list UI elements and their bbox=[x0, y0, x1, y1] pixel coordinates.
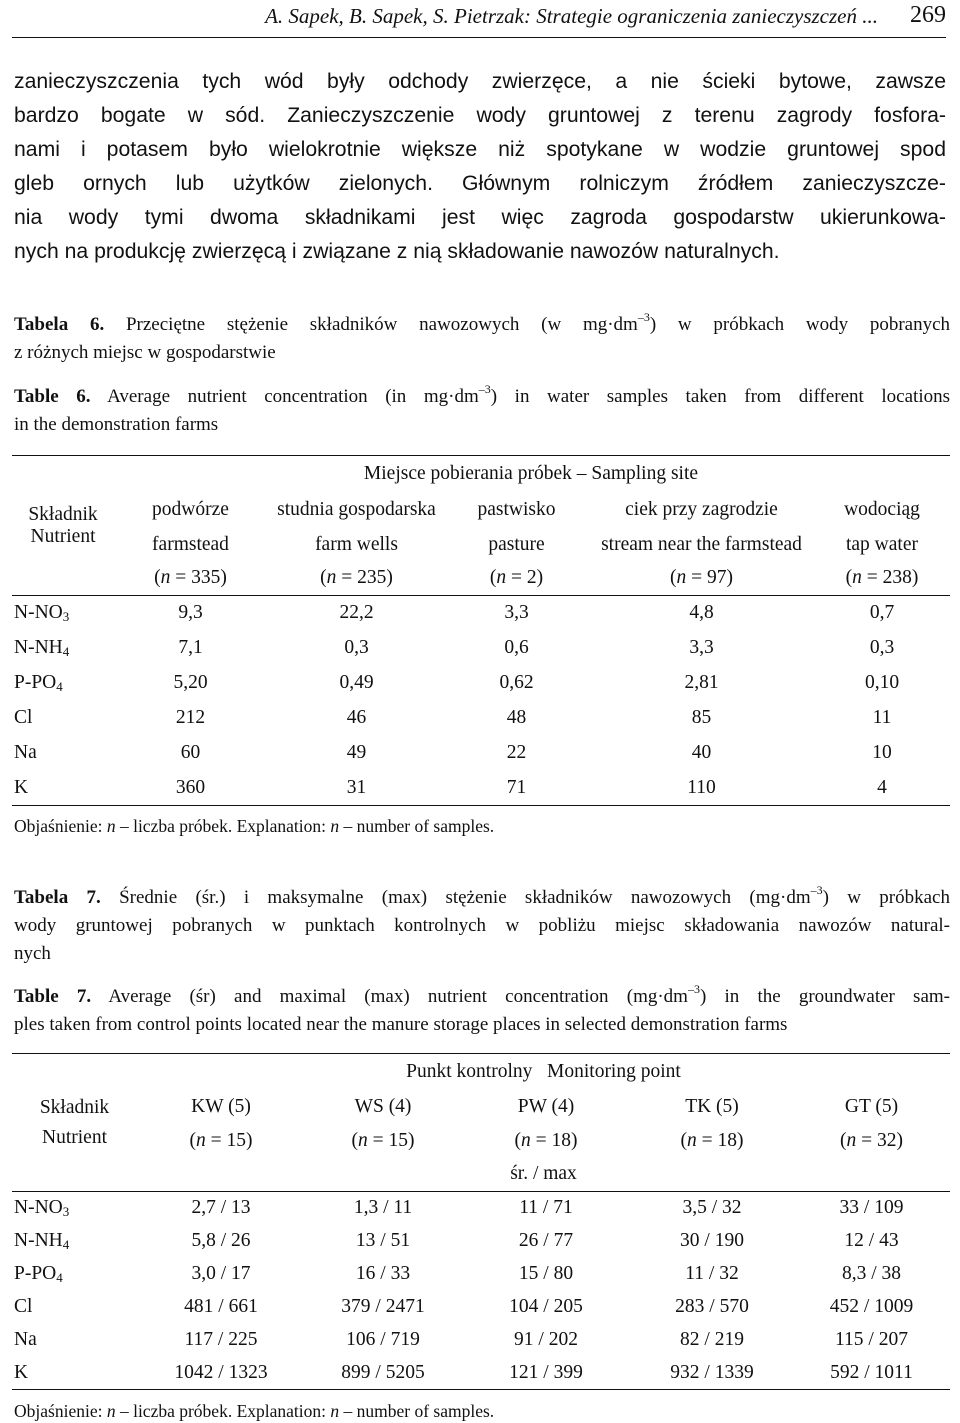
table-cell: 283 / 570 bbox=[675, 1296, 749, 1317]
table-row bbox=[12, 666, 950, 701]
paragraph-line: zanieczyszczenia tych wód były odchody zwierzęce, a nie ścieki bytowe, zawsze bbox=[14, 70, 946, 93]
table-cell: 117 / 225 bbox=[184, 1329, 258, 1350]
caption-sup: –3 bbox=[478, 382, 491, 396]
table-cell: 12 / 43 bbox=[844, 1230, 899, 1251]
table-header-row bbox=[12, 529, 950, 562]
nutrient-name: K bbox=[14, 776, 29, 798]
table-cell: 22 bbox=[506, 742, 527, 763]
table-cell: 932 / 1339 bbox=[631, 1357, 793, 1390]
col-header-code: GT (5) bbox=[844, 1095, 899, 1117]
table6-caption-en bbox=[14, 383, 950, 439]
col-header-pl: pastwisko bbox=[477, 499, 556, 520]
table-cell: 26 / 77 bbox=[518, 1230, 574, 1251]
row-label bbox=[12, 1258, 137, 1291]
table-cell: 40 bbox=[691, 742, 712, 763]
nutrient-subscript: 4 bbox=[56, 1270, 63, 1285]
row-label bbox=[12, 1291, 137, 1324]
caption-text: Przeciętne stężenie składników nawozowych (w mg·dm bbox=[125, 314, 638, 335]
header-rule bbox=[12, 37, 946, 38]
nutrient-name: Na bbox=[14, 1329, 37, 1350]
table-cell: 15 / 80 bbox=[518, 1263, 574, 1284]
table-cell: 46 bbox=[346, 707, 367, 728]
running-title: A. Sapek, B. Sapek, S. Pietrzak: Strategie ograniczenia zanieczyszczeń ... bbox=[265, 4, 878, 28]
table-cell: 379 / 2471 bbox=[341, 1296, 425, 1317]
table-header-row bbox=[12, 1090, 950, 1124]
table7-caption-pl bbox=[14, 884, 950, 968]
nutrient-subscript: 4 bbox=[62, 1237, 70, 1252]
col-header-n: (n = 15) bbox=[351, 1129, 415, 1151]
table-cell: 30 / 190 bbox=[680, 1230, 744, 1251]
table-cell: 3,3 bbox=[504, 602, 529, 624]
nutrient-subscript: 3 bbox=[62, 1204, 70, 1220]
body-paragraph bbox=[14, 65, 946, 269]
row-label bbox=[12, 736, 112, 771]
col-header-n: (n = 235) bbox=[269, 562, 444, 596]
table-header-row bbox=[12, 492, 950, 529]
caption-text: ) w próbkach wody pobranych bbox=[649, 314, 951, 335]
col-header-en: pasture bbox=[488, 534, 545, 555]
table-cell: 0,7 bbox=[869, 602, 895, 624]
table-cell: 4,8 bbox=[689, 602, 714, 624]
table-cell: 0,3 bbox=[344, 637, 369, 658]
row-label bbox=[12, 666, 112, 701]
table-cell: 49 bbox=[346, 742, 367, 763]
table-cell: 0,10 bbox=[864, 672, 900, 693]
table-cell: 0,49 bbox=[339, 672, 374, 693]
caption-text: ) in the groundwater sam- bbox=[699, 986, 950, 1007]
nutrient-name: K bbox=[14, 1361, 29, 1383]
table-cell: 592 / 1011 bbox=[793, 1357, 950, 1390]
table-cell: 0,3 bbox=[869, 637, 895, 658]
nutrient-name: Cl bbox=[14, 1296, 33, 1317]
table-cell: 106 / 719 bbox=[346, 1329, 420, 1350]
table-header-row bbox=[12, 1054, 950, 1090]
nutrient-name: N-NO bbox=[14, 1197, 63, 1219]
table-cell: 11 / 71 bbox=[519, 1197, 573, 1219]
table-cell: 481 / 661 bbox=[184, 1296, 258, 1317]
table-row bbox=[12, 1192, 950, 1225]
col-header-pl: ciek przy zagrodzie bbox=[625, 499, 778, 520]
table-cell: 899 / 5205 bbox=[305, 1357, 461, 1390]
table-cell: 5,8 / 26 bbox=[191, 1230, 251, 1251]
row-label bbox=[12, 596, 112, 631]
nutrient-subscript: 4 bbox=[56, 679, 63, 694]
caption-text: ) in water samples taken from different locations bbox=[490, 386, 951, 407]
table-row bbox=[12, 1357, 950, 1390]
table-row bbox=[12, 1291, 950, 1324]
col-header-en: farm wells bbox=[315, 534, 398, 555]
table6-label-pl: Tabela 6. bbox=[14, 314, 105, 335]
table-cell: 9,3 bbox=[178, 602, 203, 624]
col-header-pl: podwórze bbox=[152, 499, 229, 520]
table-cell: 1,3 / 11 bbox=[353, 1197, 413, 1219]
nutrient-name: Na bbox=[14, 742, 37, 763]
nutrient-subscript: 4 bbox=[62, 644, 70, 659]
table-cell: 22,2 bbox=[339, 602, 374, 624]
col-header-n: (n = 32) bbox=[840, 1129, 903, 1151]
table-cell: 360 bbox=[112, 771, 269, 806]
table-cell: 33 / 109 bbox=[839, 1197, 904, 1219]
row-header-pl: Składnik bbox=[28, 503, 98, 525]
paragraph-line: nami i potasem było wielokrotnie większe niż spotykane w wodzie gruntowej spod bbox=[14, 138, 946, 161]
table-cell: 11 bbox=[872, 707, 892, 728]
row-label bbox=[12, 701, 112, 736]
table-row bbox=[12, 1324, 950, 1357]
table-cell: 5,20 bbox=[173, 672, 208, 693]
col-header-code: WS (4) bbox=[354, 1095, 412, 1117]
row-header-en: Nutrient bbox=[30, 525, 96, 547]
caption-text: in the demonstration farms bbox=[14, 414, 219, 435]
table7 bbox=[12, 1053, 950, 1390]
table-header-row bbox=[12, 562, 950, 596]
table-cell: 13 / 51 bbox=[355, 1230, 411, 1251]
table-cell: 115 / 207 bbox=[835, 1329, 908, 1350]
row-label bbox=[12, 1324, 137, 1357]
table-cell: 10 bbox=[872, 742, 892, 763]
table-cell: 3,0 / 17 bbox=[191, 1263, 251, 1284]
row-header-pl: Składnik bbox=[39, 1096, 110, 1118]
caption-text: Average nutrient concentration (in mg·dm bbox=[107, 386, 479, 407]
table-row bbox=[12, 771, 950, 806]
table-row bbox=[12, 1225, 950, 1258]
table-row bbox=[12, 631, 950, 666]
caption-text: ples taken from control points located near the manure storage places in selected demonstration farms bbox=[14, 1014, 788, 1035]
page-number: 269 bbox=[910, 2, 946, 28]
col-header-code: TK (5) bbox=[685, 1095, 739, 1117]
table-cell: 3,5 / 32 bbox=[682, 1197, 742, 1219]
col-header-n: (n = 238) bbox=[814, 562, 950, 596]
table-cell: 2,81 bbox=[684, 672, 719, 693]
paragraph-line: gleb ornych lub użytków zielonych. Głównym rolniczym źródłem zanieczyszcze- bbox=[14, 172, 946, 195]
col-header-n: (n = 335) bbox=[112, 562, 269, 596]
group-header: Miejsce pobierania próbek – Sampling site bbox=[112, 456, 950, 492]
paragraph-line: bardzo bogate w sód. Zanieczyszczenie wody gruntowej z terenu zagrody fosfora- bbox=[14, 104, 946, 127]
table6-label-en: Table 6. bbox=[14, 386, 91, 407]
table-cell: 110 bbox=[589, 771, 814, 806]
col-header-code: KW (5) bbox=[191, 1095, 251, 1117]
nutrient-subscript: 3 bbox=[62, 609, 70, 625]
table-row bbox=[12, 736, 950, 771]
table-row bbox=[12, 596, 950, 631]
table-cell: 8,3 / 38 bbox=[841, 1263, 902, 1284]
paragraph-line: nia wody tymi dwoma składnikami jest więc zagroda gospodarstw ukierunkowa- bbox=[14, 206, 946, 229]
table6-note: Objaśnienie: n – liczba próbek. Explanation: n – number of samples. bbox=[14, 816, 495, 836]
caption-text: z różnych miejsc w gospodarstwie bbox=[14, 342, 276, 363]
row-label bbox=[12, 1192, 137, 1225]
row-header-en: Nutrient bbox=[42, 1126, 107, 1148]
caption-text: Average (śr) and maximal (max) nutrient concentration (mg·dm bbox=[108, 986, 688, 1007]
col-header-en: stream near the farmstead bbox=[601, 534, 802, 555]
nutrient-name: N-NO bbox=[14, 602, 63, 624]
table7-note: Objaśnienie: n – liczba próbek. Explanation: n – number of samples. bbox=[14, 1401, 495, 1421]
table-cell: 1042 / 1323 bbox=[137, 1357, 305, 1390]
table-cell: 7,1 bbox=[178, 637, 203, 658]
col-header-n: (n = 18) bbox=[514, 1129, 578, 1151]
table-cell: 0,62 bbox=[499, 672, 534, 693]
table7-label-en: Table 7. bbox=[14, 986, 92, 1007]
table-row bbox=[12, 1258, 950, 1291]
row-header-cell bbox=[12, 1054, 137, 1192]
sub-header: śr. / max bbox=[137, 1158, 950, 1192]
col-header-n: (n = 18) bbox=[680, 1129, 744, 1151]
nutrient-name: P-PO bbox=[14, 1263, 57, 1284]
col-header-n: (n = 15) bbox=[189, 1129, 253, 1151]
col-header-en: tap water bbox=[845, 534, 918, 555]
table-cell: 11 / 32 bbox=[685, 1263, 739, 1284]
table-cell: 0,6 bbox=[504, 637, 529, 658]
table-cell: 104 / 205 bbox=[509, 1296, 583, 1317]
group-header: Punkt kontrolny Monitoring point bbox=[137, 1054, 950, 1090]
table-cell: 2,7 / 13 bbox=[191, 1197, 251, 1219]
nutrient-name: P-PO bbox=[14, 672, 57, 693]
table-cell: 31 bbox=[269, 771, 444, 806]
caption-text: Średnie (śr.) i maksymalne (max) stężenie składników nawozowych (mg·dm bbox=[119, 887, 811, 908]
caption-text: wody gruntowej pobranych w punktach kontrolnych w pobliżu miejsc składowania nawozów natural- bbox=[14, 915, 950, 936]
row-label bbox=[12, 771, 112, 806]
caption-sup: –3 bbox=[637, 310, 650, 324]
table-row bbox=[12, 701, 950, 736]
table-cell: 452 / 1009 bbox=[829, 1296, 914, 1317]
col-header-en: farmstead bbox=[152, 534, 229, 555]
table-cell: 82 / 219 bbox=[680, 1329, 744, 1350]
col-header-n: (n = 97) bbox=[589, 562, 814, 596]
col-header-code: PW (4) bbox=[517, 1095, 575, 1117]
table-cell: 48 bbox=[506, 707, 527, 728]
caption-text: nych bbox=[14, 943, 51, 964]
col-header-pl: wodociąg bbox=[844, 499, 920, 520]
caption-sup: –3 bbox=[810, 883, 823, 897]
table-cell: 91 / 202 bbox=[514, 1329, 578, 1350]
running-header bbox=[0, 2, 950, 32]
nutrient-name: N-NH bbox=[14, 1230, 63, 1251]
table-header-row bbox=[12, 1158, 950, 1192]
row-label bbox=[12, 1225, 137, 1258]
caption-sup: –3 bbox=[687, 982, 700, 996]
paragraph-line: nych na produkcję zwierzęcą i związane z nią składowanie nawozów naturalnych. bbox=[14, 240, 780, 263]
caption-text: ) w próbkach bbox=[822, 887, 950, 908]
table-cell: 71 bbox=[444, 771, 589, 806]
table-cell: 85 bbox=[691, 707, 712, 728]
table7-label-pl: Tabela 7. bbox=[14, 887, 101, 908]
table-cell: 3,3 bbox=[689, 637, 714, 658]
row-label bbox=[12, 631, 112, 666]
col-header-n: (n = 2) bbox=[444, 562, 589, 596]
col-header-pl: studnia gospodarska bbox=[277, 499, 436, 520]
nutrient-name: Cl bbox=[14, 707, 33, 728]
row-header-cell bbox=[12, 456, 112, 596]
row-label bbox=[12, 1357, 137, 1390]
nutrient-name: N-NH bbox=[14, 637, 63, 658]
table-cell: 4 bbox=[814, 771, 950, 806]
table6-caption-pl bbox=[14, 311, 950, 367]
table7-caption-en bbox=[14, 983, 950, 1039]
table6 bbox=[12, 455, 950, 806]
table-header-row bbox=[12, 1124, 950, 1158]
table-cell: 16 / 33 bbox=[355, 1263, 411, 1284]
table-cell: 212 bbox=[175, 707, 206, 728]
table-cell: 60 bbox=[180, 742, 201, 763]
table-header-row bbox=[12, 456, 950, 492]
table-cell: 121 / 399 bbox=[461, 1357, 631, 1390]
